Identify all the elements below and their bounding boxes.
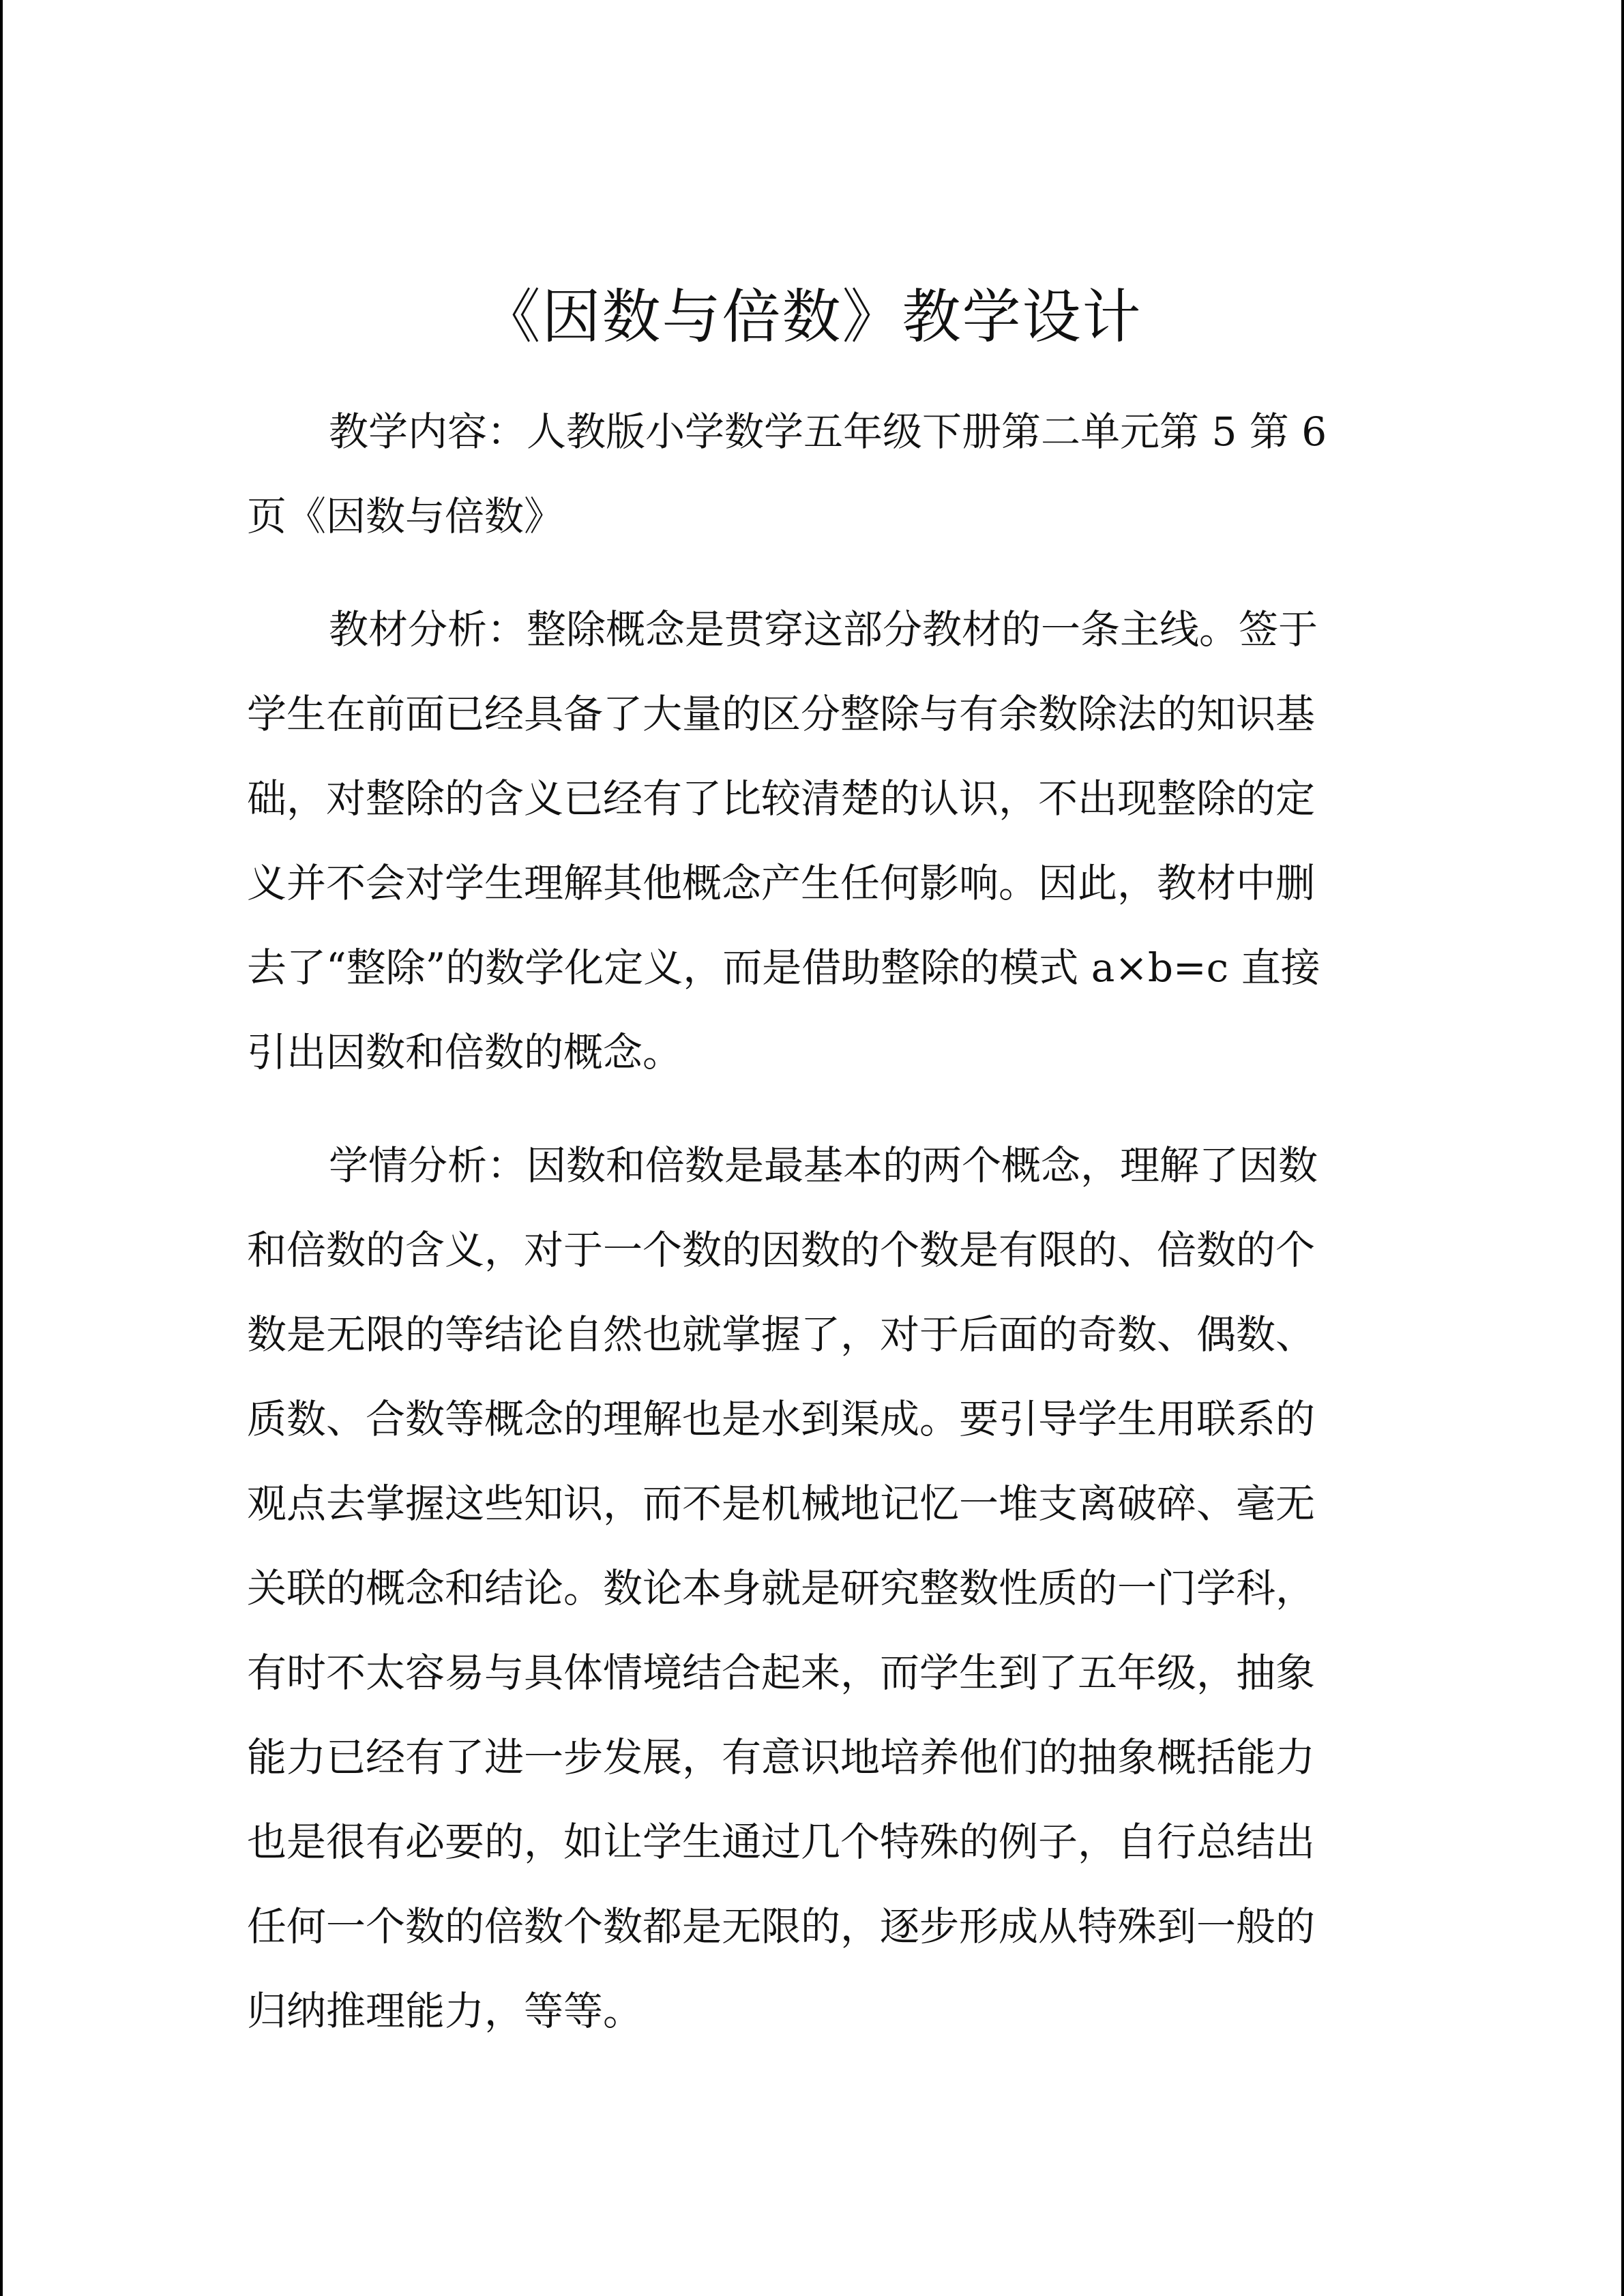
paragraph-line: 关联的概念和结论。数论本身就是研究整数性质的一门学科， — [247, 1565, 1316, 1611]
paragraph-line: 能力已经有了进一步发展，有意识地培养他们的抽象概括能力 — [247, 1734, 1316, 1780]
paragraph-line: 也是很有必要的，如让学生通过几个特殊的例子，自行总结出 — [247, 1819, 1316, 1865]
paragraph-line: 引出因数和倍数的概念。 — [247, 1029, 683, 1075]
paragraph-line: 义并不会对学生理解其他概念产生任何影响。因此，教材中删 — [247, 860, 1316, 906]
paragraph-line: 去了“整除”的数学化定义，而是借助整除的模式 a×b=c 直接 — [247, 944, 1320, 991]
paragraph-line: 教学内容：人教版小学数学五年级下册第二单元第 5 第 6 — [329, 408, 1327, 455]
paragraph-line: 有时不太容易与具体情境结合起来，而学生到了五年级，抽象 — [247, 1650, 1316, 1696]
document-title: 《因数与倍数》教学设计 — [482, 283, 1142, 351]
paragraph-line: 归纳推理能力，等等。 — [247, 1988, 643, 2034]
paragraph-line: 学生在前面已经具备了大量的区分整除与有余数除法的知识基 — [247, 691, 1316, 737]
paragraph-line: 数是无限的等结论自然也就掌握了，对于后面的奇数、偶数、 — [247, 1311, 1316, 1358]
paragraph-line: 和倍数的含义，对于一个数的因数的个数是有限的、倍数的个 — [247, 1227, 1316, 1273]
paragraph-line: 质数、合数等概念的理解也是水到渠成。要引导学生用联系的 — [247, 1396, 1316, 1442]
paragraph-line: 页《因数与倍数》 — [247, 493, 564, 539]
paragraph-line: 础，对整除的含义已经有了比较清楚的认识，不出现整除的定 — [247, 775, 1316, 822]
paragraph-line: 学情分析：因数和倍数是最基本的两个概念，理解了因数 — [329, 1142, 1318, 1189]
paragraph-line: 任何一个数的倍数个数都是无限的，逐步形成从特殊到一般的 — [247, 1903, 1316, 1950]
paragraph-line: 教材分析：整除概念是贯穿这部分教材的一条主线。签于 — [329, 606, 1318, 653]
paragraph-line: 观点去掌握这些知识，而不是机械地记忆一堆支离破碎、毫无 — [247, 1480, 1316, 1527]
